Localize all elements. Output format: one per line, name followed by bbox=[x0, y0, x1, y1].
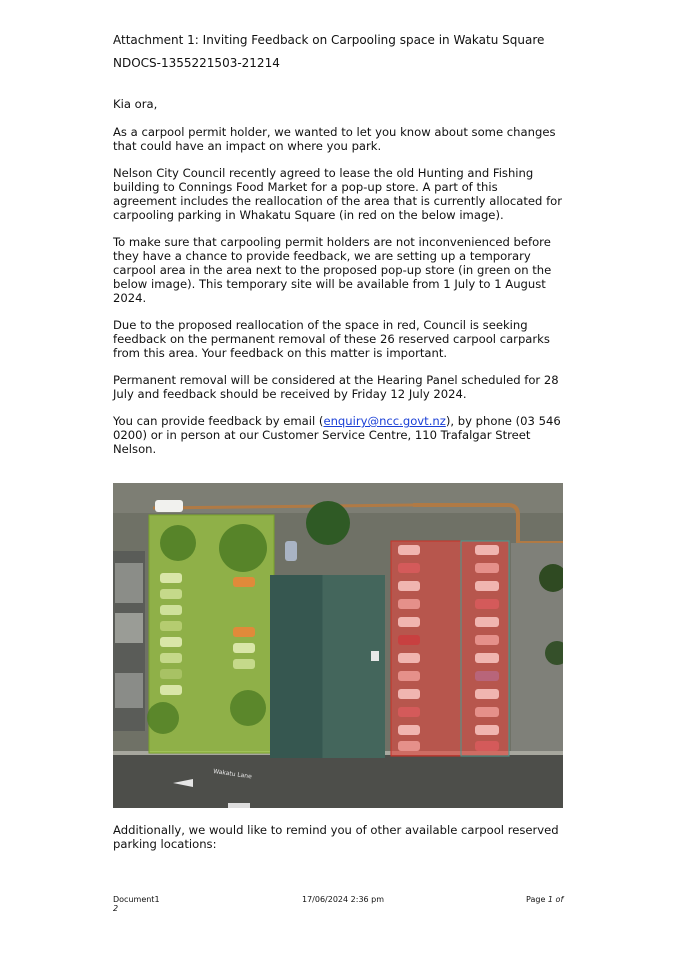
paragraph-feedback-request: Due to the proposed reallocation of the space in red, Council is seeking feedback on the permanent removal of these 26 reserved carpool carparks from this area. Your feedback on this matter is important. bbox=[113, 318, 550, 360]
contact-text-before: You can provide feedback by email ( bbox=[113, 414, 324, 428]
paragraph-other-locations: Additionally, we would like to remind you of other available carpool reserved parking locations: bbox=[113, 823, 559, 851]
building-roof bbox=[270, 575, 385, 758]
contact-text-after: ), by phone (03 546 0200) or in person at our Customer Service Centre, 110 Trafalgar Street Nelson. bbox=[113, 414, 561, 456]
footer-doc-name-cont: 2 bbox=[113, 904, 119, 913]
greeting: Kia ora, bbox=[113, 97, 158, 111]
document-id: NDOCS-1355221503-21214 bbox=[113, 56, 280, 70]
footer-page-number: Page 1 of bbox=[526, 895, 564, 904]
aerial-site-map bbox=[113, 483, 563, 808]
paragraph-contact bbox=[113, 414, 563, 456]
paragraph-hearing: Permanent removal will be considered at the Hearing Panel scheduled for 28 July and feedback should be received by Friday 12 July 2024. bbox=[113, 373, 559, 401]
red-carpool-zone bbox=[391, 541, 509, 756]
green-temporary-zone bbox=[147, 515, 274, 753]
paragraph-temporary-site: To make sure that carpooling permit holders are not inconvenienced before they have a chance to provide feedback, we are setting up a temporary carpool area in the area next to the proposed pop-up store (in green on the below image). This temporary site will be available from 1 July to 1 August 2024. bbox=[113, 235, 552, 305]
street-label: Wakatu Lane bbox=[212, 768, 253, 781]
email-link[interactable]: enquiry@ncc.govt.nz bbox=[323, 414, 446, 428]
attachment-title: Attachment 1: Inviting Feedback on Carpooling space in Wakatu Square bbox=[113, 33, 545, 47]
paragraph-intro: As a carpool permit holder, we wanted to let you know about some changes that could have an impact on where you park. bbox=[113, 125, 556, 153]
paragraph-lease: Nelson City Council recently agreed to lease the old Hunting and Fishing building to Connings Food Market for a pop-up store. A part of this agreement includes the reallocation of the area that is currently allocated for carpooling parking in Whakatu Square (in red on the below image). bbox=[113, 166, 563, 222]
footer-timestamp: 17/06/2024 2:36 pm bbox=[302, 895, 385, 904]
footer-doc-name: Document1 2 bbox=[113, 895, 160, 913]
